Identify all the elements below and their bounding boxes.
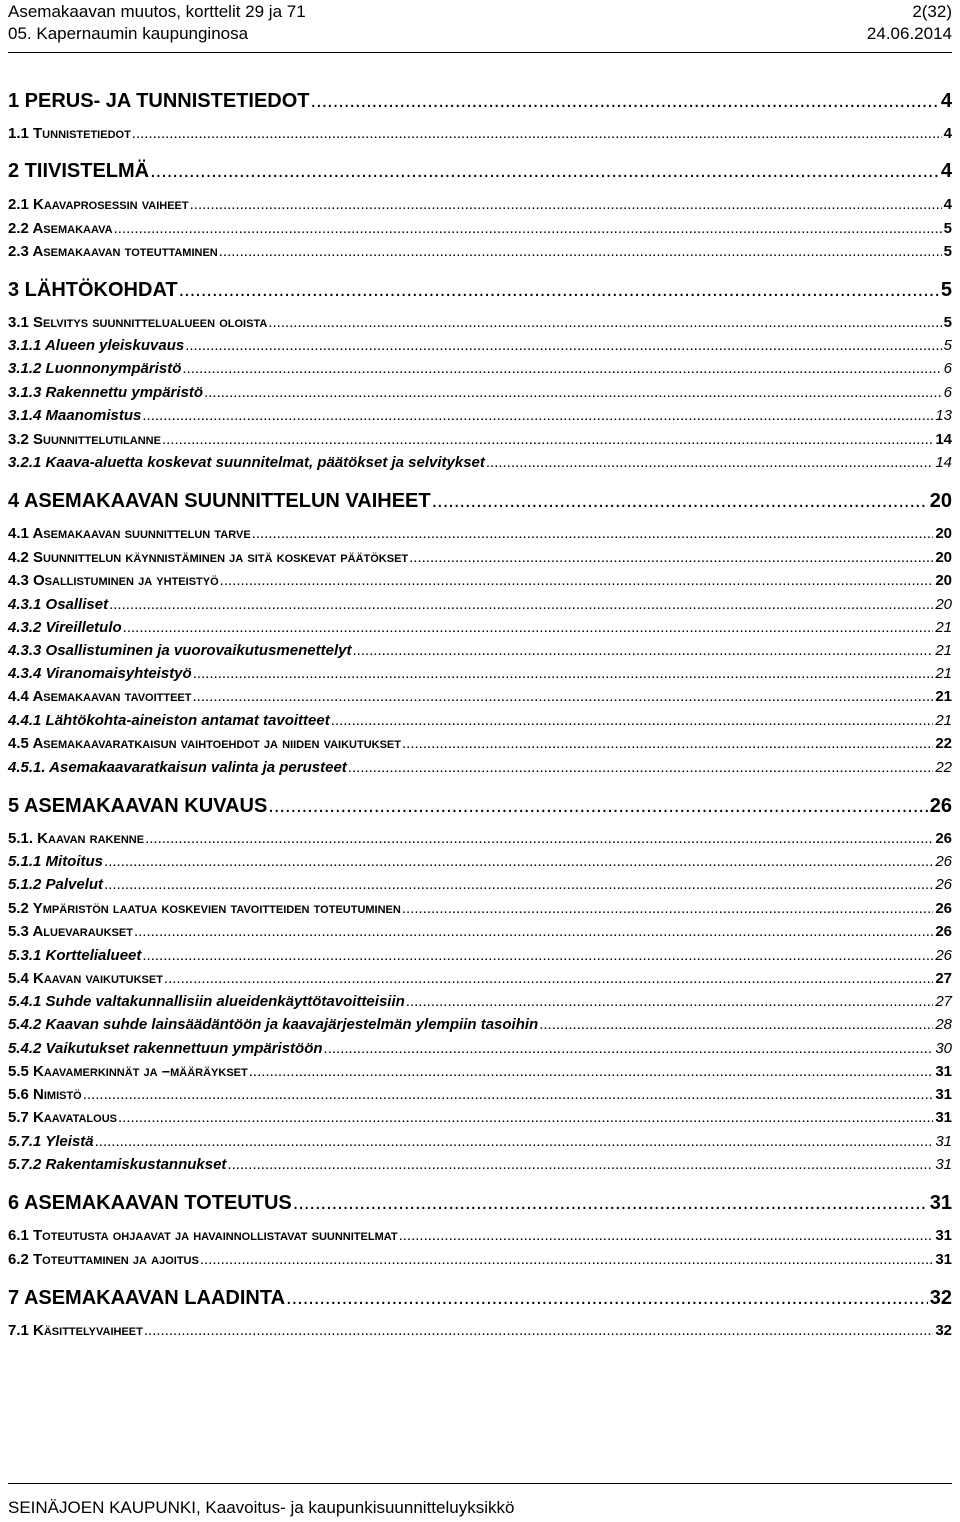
toc-entry-page: 21 [935, 642, 952, 659]
toc-entry-title: 4.5 Asemakaavaratkaisun vaihtoehdot ja niiden vaikutukset [8, 735, 401, 752]
toc-entry-title: 4.3.2 Vireilletulo [8, 619, 122, 636]
toc-entry-title: 2.3 Asemakaavan toteuttaminen [8, 243, 218, 260]
toc-entry[interactable] [8, 900, 952, 917]
toc-entry-page: 20 [935, 596, 952, 613]
dot-leader [432, 490, 928, 513]
dot-leader [348, 759, 934, 776]
dot-leader [399, 1227, 934, 1244]
toc-entry-page: 6 [943, 360, 952, 377]
toc-entry-title: 4.4.1 Lähtökohta-aineiston antamat tavoitteet [8, 712, 330, 729]
dot-leader [402, 900, 933, 917]
toc-entry-title: 2.1 Kaavaprosessin vaiheet [8, 196, 189, 213]
dot-leader [134, 923, 933, 940]
toc-entry-title: 5.2 Ympäristön laatua koskevien tavoitteiden toteutuminen [8, 900, 401, 917]
toc-entry-title: 2.2 Asemakaava [8, 220, 113, 237]
dot-leader [123, 619, 934, 636]
toc-entry-title: 3 LÄHTÖKOHDAT [8, 279, 178, 301]
toc-entry[interactable] [8, 642, 952, 659]
toc-entry-page: 32 [929, 1287, 952, 1309]
toc-entry[interactable] [8, 160, 952, 183]
toc-entry-page: 26 [929, 795, 952, 817]
toc-entry-page: 26 [935, 923, 952, 940]
dot-leader [204, 384, 942, 401]
toc-entry-page: 26 [935, 830, 952, 847]
dot-leader [220, 572, 934, 589]
toc-entry[interactable] [8, 1109, 952, 1126]
toc-entry-page: 5 [940, 279, 952, 301]
dot-leader [227, 1156, 933, 1173]
toc-entry-title: 6.1 Toteutusta ohjaavat ja havainnollistavat suunnitelmat [8, 1227, 398, 1244]
dot-leader [190, 196, 942, 213]
toc-entry-title: 5.1. Kaavan rakenne [8, 830, 145, 847]
toc-entry[interactable] [8, 525, 952, 542]
toc-entry-title: 4.1 Asemakaavan suunnittelun tarve [8, 525, 251, 542]
dot-leader [324, 1040, 934, 1057]
toc-entry-page: 22 [935, 735, 952, 752]
toc-entry-page: 20 [935, 549, 952, 566]
toc-entry[interactable] [8, 1156, 952, 1173]
toc-entry-page: 27 [935, 970, 952, 987]
toc-entry-page: 20 [929, 490, 952, 512]
toc-entry-page: 31 [929, 1192, 952, 1214]
toc-entry-page: 4 [940, 90, 952, 112]
dot-leader [132, 125, 942, 142]
toc-entry-title: 7.1 Käsittelyvaiheet [8, 1322, 143, 1339]
toc-entry[interactable] [8, 1227, 952, 1244]
dot-leader [179, 279, 939, 302]
toc-entry-title: 4 ASEMAKAAVAN SUUNNITTELUN VAIHEET [8, 490, 431, 512]
footer-text: SEINÄJOEN KAUPUNKI, Kaavoitus- ja kaupunkisuunnitteluyksikkö [8, 1498, 515, 1517]
toc-entry[interactable] [8, 431, 952, 448]
dot-leader [311, 90, 939, 113]
toc-entry[interactable] [8, 712, 952, 729]
dot-leader [252, 525, 934, 542]
dot-leader [539, 1016, 933, 1033]
document-title: Asemakaavan muutos, korttelit 29 ja 71 [8, 2, 306, 21]
toc-entry[interactable] [8, 759, 952, 776]
toc-entry[interactable] [8, 549, 952, 566]
dot-leader [142, 947, 933, 964]
page-footer [8, 1483, 952, 1518]
toc-entry[interactable] [8, 853, 952, 870]
toc-entry-title: 4.3.3 Osallistuminen ja vuorovaikutusmenettelyt [8, 642, 352, 659]
toc-entry-page: 5 [943, 220, 952, 237]
toc-entry[interactable] [8, 1063, 952, 1080]
toc-entry-page: 14 [935, 431, 952, 448]
dot-leader [145, 830, 933, 847]
dot-leader [293, 1192, 928, 1215]
dot-leader [83, 1086, 934, 1103]
dot-leader [182, 360, 941, 377]
toc-entry[interactable] [8, 454, 952, 471]
dot-leader [219, 243, 942, 260]
toc-entry-title: 5.1.2 Palvelut [8, 876, 104, 893]
toc-entry[interactable] [8, 923, 952, 940]
dot-leader [268, 314, 941, 331]
toc-entry-page: 6 [943, 384, 952, 401]
toc-entry[interactable] [8, 993, 952, 1010]
toc-entry-title: 5 ASEMAKAAVAN KUVAUS [8, 795, 268, 817]
toc-entry-title: 3.1.1 Alueen yleiskuvaus [8, 337, 185, 354]
dot-leader [150, 160, 939, 183]
dot-leader [185, 337, 941, 354]
toc-entry[interactable] [8, 795, 952, 818]
dot-leader [144, 1322, 933, 1339]
dot-leader [200, 1251, 933, 1268]
dot-leader [268, 795, 927, 818]
toc-entry-page: 13 [935, 407, 952, 424]
toc-entry-title: 3.1.3 Rakennettu ympäristö [8, 384, 204, 401]
toc-entry[interactable] [8, 665, 952, 682]
toc-entry-title: 1.1 Tunnistetiedot [8, 125, 131, 142]
document-subtitle: 05. Kapernaumin kaupunginosa [8, 24, 249, 43]
toc-entry-page: 21 [935, 688, 952, 705]
toc-entry[interactable] [8, 1086, 952, 1103]
toc-entry-page: 5 [943, 337, 952, 354]
toc-entry-title: 3.2.1 Kaava-aluetta koskevat suunnitelmat, päätökset ja selvitykset [8, 454, 485, 471]
toc-entry-page: 21 [935, 619, 952, 636]
toc-entry-page: 26 [935, 947, 952, 964]
toc-entry-title: 4.4 Asemakaavan tavoitteet [8, 688, 192, 705]
toc-entry-title: 5.7 Kaavatalous [8, 1109, 117, 1126]
toc-entry-title: 3.1.2 Luonnonympäristö [8, 360, 182, 377]
toc-entry[interactable] [8, 1251, 952, 1268]
toc-entry[interactable] [8, 688, 952, 705]
toc-entry-title: 5.6 Nimistö [8, 1086, 82, 1103]
toc-entry-title: 4.3.1 Osalliset [8, 596, 109, 613]
dot-leader [406, 993, 934, 1010]
dot-leader [486, 454, 933, 471]
toc-entry-page: 31 [935, 1086, 952, 1103]
toc-entry-title: 5.4.1 Suhde valtakunnallisiin alueidenkäyttötavoitteisiin [8, 993, 405, 1010]
toc-entry[interactable] [8, 735, 952, 752]
dot-leader [249, 1063, 934, 1080]
dot-leader [118, 1109, 933, 1126]
dot-leader [286, 1287, 928, 1310]
toc-entry[interactable] [8, 1040, 952, 1057]
toc-entry-title: 3.2 Suunnittelutilanne [8, 431, 161, 448]
toc-entry[interactable] [8, 125, 952, 142]
toc-entry[interactable] [8, 243, 952, 260]
toc-entry-page: 4 [943, 196, 952, 213]
dot-leader [109, 596, 933, 613]
dot-leader [352, 642, 933, 659]
toc-entry-page: 20 [935, 572, 952, 589]
toc-entry-title: 4.5.1. Asemakaavaratkaisun valinta ja perusteet [8, 759, 347, 776]
toc-entry-title: 3.1 Selvitys suunnittelualueen oloista [8, 314, 268, 331]
toc-entry-page: 20 [935, 525, 952, 542]
toc-entry-page: 31 [935, 1109, 952, 1126]
toc-entry-page: 22 [935, 759, 952, 776]
toc-entry-page: 14 [935, 454, 952, 471]
toc-entry-title: 5.4.2 Vaikutukset rakennettuun ympäristöön [8, 1040, 323, 1057]
dot-leader [164, 970, 933, 987]
toc-entry[interactable] [8, 90, 952, 113]
toc-entry-page: 31 [935, 1251, 952, 1268]
toc-entry-page: 26 [935, 876, 952, 893]
dot-leader [95, 1133, 934, 1150]
page-number: 2(32) [912, 2, 952, 21]
toc-entry[interactable] [8, 1322, 952, 1339]
toc-entry-title: 5.7.2 Rakentamiskustannukset [8, 1156, 227, 1173]
toc-entry-page: 21 [935, 665, 952, 682]
toc-entry-title: 4.3.4 Viranomaisyhteistyö [8, 665, 192, 682]
toc-entry[interactable] [8, 384, 952, 401]
toc-entry-page: 28 [935, 1016, 952, 1033]
toc-entry-title: 5.3 Aluevaraukset [8, 923, 133, 940]
toc-entry-title: 4.2 Suunnittelun käynnistäminen ja sitä koskevat päätökset [8, 549, 409, 566]
dot-leader [192, 688, 933, 705]
toc-entry[interactable] [8, 970, 952, 987]
toc-entry-page: 26 [935, 900, 952, 917]
toc-entry-title: 5.4 Kaavan vaikutukset [8, 970, 163, 987]
toc-entry-page: 31 [935, 1133, 952, 1150]
toc-entry-page: 4 [940, 160, 952, 182]
dot-leader [142, 407, 933, 424]
header-row-2 [8, 23, 952, 45]
dot-leader [409, 549, 933, 566]
toc-entry[interactable] [8, 1016, 952, 1033]
toc-entry[interactable] [8, 596, 952, 613]
toc-entry[interactable] [8, 1287, 952, 1310]
toc-entry[interactable] [8, 830, 952, 847]
toc-entry[interactable] [8, 1192, 952, 1215]
toc-entry-page: 31 [935, 1063, 952, 1080]
toc-entry[interactable] [8, 220, 952, 237]
toc-entry-page: 4 [943, 125, 952, 142]
toc-entry[interactable] [8, 407, 952, 424]
toc-entry-title: 6.2 Toteuttaminen ja ajoitus [8, 1251, 199, 1268]
dot-leader [402, 735, 933, 752]
toc-entry-title: 7 ASEMAKAAVAN LAADINTA [8, 1287, 286, 1309]
toc-entry-title: 4.3 Osallistuminen ja yhteistyö [8, 572, 219, 589]
toc-entry-page: 26 [935, 853, 952, 870]
page-header [8, 0, 952, 53]
toc-entry-page: 31 [935, 1227, 952, 1244]
toc-entry-page: 5 [943, 243, 952, 260]
toc-entry-page: 21 [935, 712, 952, 729]
toc-entry-page: 27 [935, 993, 952, 1010]
toc-entry-title: 5.1.1 Mitoitus [8, 853, 104, 870]
toc-entry-page: 30 [935, 1040, 952, 1057]
dot-leader [114, 220, 942, 237]
toc-entry-title: 1 PERUS- JA TUNNISTETIEDOT [8, 90, 310, 112]
toc-entry[interactable] [8, 337, 952, 354]
toc-entry-title: 2 TIIVISTELMÄ [8, 160, 150, 182]
dot-leader [162, 431, 933, 448]
toc-entry[interactable] [8, 360, 952, 377]
toc-entry-title: 5.7.1 Yleistä [8, 1133, 94, 1150]
toc-entry-page: 31 [935, 1156, 952, 1173]
document-date: 24.06.2014 [866, 24, 952, 43]
toc-entry[interactable] [8, 314, 952, 331]
toc-entry[interactable] [8, 279, 952, 302]
toc-entry-page: 32 [935, 1322, 952, 1339]
toc-entry[interactable] [8, 196, 952, 213]
toc-entry-title: 3.1.4 Maanomistus [8, 407, 142, 424]
toc-entry-title: 5.5 Kaavamerkinnät ja –määräykset [8, 1063, 248, 1080]
toc-entry[interactable] [8, 490, 952, 513]
toc-entry-page: 5 [943, 314, 952, 331]
dot-leader [331, 712, 934, 729]
toc-entry[interactable] [8, 947, 952, 964]
toc-entry[interactable] [8, 619, 952, 636]
toc-entry-title: 5.3.1 Korttelialueet [8, 947, 142, 964]
toc-entry[interactable] [8, 1133, 952, 1150]
toc-entry-title: 6 ASEMAKAAVAN TOTEUTUS [8, 1192, 292, 1214]
dot-leader [104, 853, 933, 870]
toc-entry[interactable] [8, 572, 952, 589]
toc-entry[interactable] [8, 876, 952, 893]
toc-entry-title: 5.4.2 Kaavan suhde lainsäädäntöön ja kaavajärjestelmän ylempiin tasoihin [8, 1016, 539, 1033]
header-row-1 [8, 1, 952, 23]
dot-leader [193, 665, 934, 682]
dot-leader [104, 876, 933, 893]
